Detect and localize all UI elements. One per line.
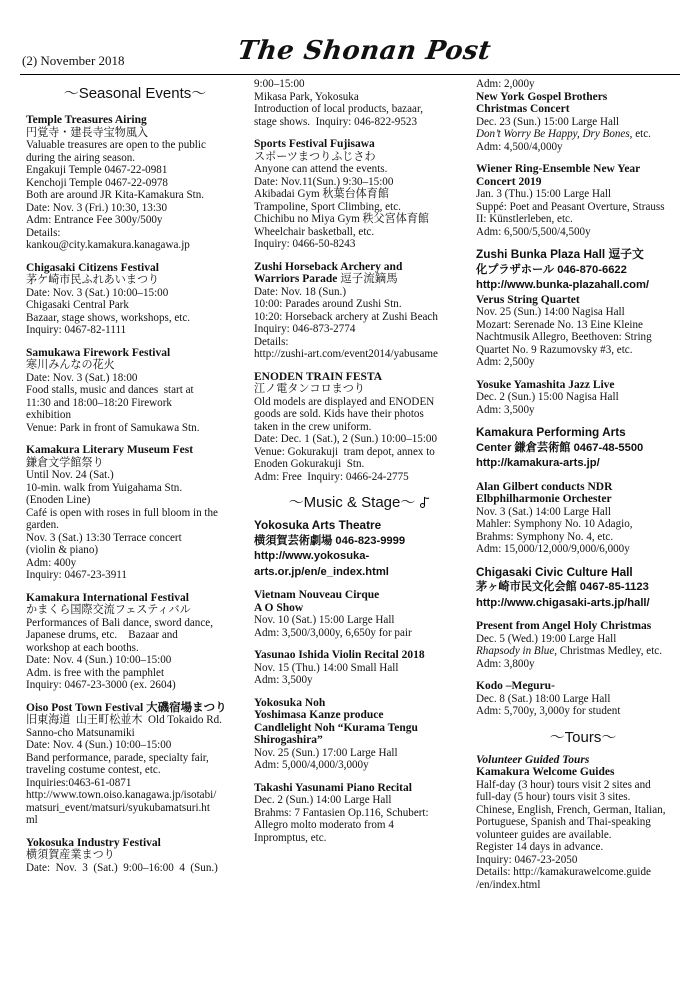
event-detail-line: http://www.town.oiso.kanagawa.jp/isotabi/	[26, 789, 217, 801]
column-3	[476, 78, 690, 901]
event-block	[26, 114, 244, 252]
event-detail-line: (violin & piano)	[26, 544, 99, 556]
event-detail-line: Dec. 5 (Wed.) 19:00 Large Hall	[476, 632, 617, 645]
event-detail-line: (Enoden Line)	[26, 494, 91, 506]
event-title: Kamakura Literary Museum Fest	[26, 444, 194, 456]
event-detail-line: exhibition	[26, 409, 71, 421]
event-detail-line: Performances of Bali dance, sword dance,	[26, 616, 213, 629]
event-detail-line: 旧東海道 山王町松並木 Old Tokaido Rd.	[26, 714, 222, 726]
event-detail-line: Bazaar, stage shows, workshops, etc.	[26, 311, 191, 324]
issue-date: (2) November 2018	[22, 53, 125, 68]
event-detail-line: Dec. 23 (Sun.) 15:00 Large Hall	[476, 115, 620, 128]
venue-contact: http://www.chigasaki-arts.jp/hall/	[476, 596, 650, 609]
event-detail-line: /en/index.html	[476, 878, 541, 891]
event-detail-line: goods are sold. Kids have their photos	[254, 408, 424, 420]
event-block	[476, 163, 690, 238]
continued-block	[476, 78, 690, 91]
event-block	[476, 481, 690, 556]
event-detail-line: taken in the crew uniform.	[254, 420, 372, 433]
event-detail-line: Nov. 25 (Sun.) 14:00 Nagisa Hall	[476, 306, 625, 318]
event-detail-line: Date: Nov. 3 (Sat.) 18:00	[26, 371, 138, 384]
event-detail-line: Date: Dec. 1 (Sat.), 2 (Sun.) 10:00–15:00	[254, 433, 438, 445]
event-detail-line: 9:00–15:00	[254, 78, 305, 90]
event-title: Warriors Parade 逗子流鏑馬	[254, 273, 398, 285]
event-detail-line: Wheelchair basketball, etc.	[254, 225, 375, 238]
event-detail-line: Old models are displayed and ENODEN	[254, 395, 435, 408]
event-detail-line: Kenchoji Temple 0467-22-0978	[26, 176, 168, 189]
event-detail-line: Trampoline, Sport Climbing, etc.	[254, 200, 401, 213]
event-detail-line: Until Nov. 24 (Sat.)	[26, 469, 114, 481]
event-detail-line: Sanno-cho Matsunamiki	[26, 726, 135, 739]
event-detail-line: Inpromptus, etc.	[254, 831, 327, 844]
event-detail-line: Date: Nov. 4 (Sun.) 10:00–15:00	[26, 739, 172, 751]
event-detail-line: Date: Nov. 3 (Fri.) 10:30, 13:30	[26, 201, 168, 214]
event-title-jp: 逗子流鏑馬	[337, 273, 398, 285]
venue-contact: 茅ヶ崎市民文化会館 0467-85-1123	[476, 581, 649, 593]
venue-block	[476, 426, 690, 471]
event-title: ENODEN TRAIN FESTA	[254, 370, 383, 383]
event-title-jp: 大磯宿場まつり	[143, 701, 227, 714]
event-detail-line: Akibadai Gym 秋葉台体育館	[254, 188, 389, 200]
event-detail-line: Date: Nov. 4 (Sun.) 10:00–15:00	[26, 654, 172, 666]
event-detail-line: kankou@city.kamakura.kanagawa.jp	[26, 239, 190, 251]
venue-contact: 化プラザホール 046-870-6622	[476, 263, 627, 276]
event-detail-line: Venue: Gokurakuji tram depot, annex to	[254, 445, 435, 458]
event-program-italic: Don’t Worry Be Happy, Dry Bones,	[476, 128, 633, 140]
event-title: Zushi Horseback Archery and	[254, 260, 403, 273]
event-block	[476, 379, 690, 417]
section-tours: 〜Tours〜	[549, 728, 617, 746]
event-detail-line: 茅ケ崎市民ふれあいまつり	[26, 274, 160, 286]
event-detail-line: http://zushi-art.com/event2014/yabusame	[254, 348, 438, 360]
event-detail-line: Mahler: Symphony No. 10 Adagio,	[476, 518, 633, 530]
event-title: Yokosuka Noh	[254, 696, 326, 709]
event-detail-line: Food stalls, music and dances start at	[26, 384, 194, 396]
event-detail-line: Brahms: 7 Fantasien Op.116, Schubert:	[254, 806, 429, 819]
event-detail-line: Inquiry: 0467-23-3911	[26, 569, 127, 581]
event-detail-line: Dec. 2 (Sun.) 14:00 Large Hall	[254, 794, 392, 806]
event-detail-line: 寒川みんなの花火	[26, 359, 115, 371]
event-detail-line: Adm: 2,500y	[476, 356, 535, 368]
venue-contact: arts.or.jp/en/e_index.html	[254, 565, 389, 578]
event-detail-line: 10-min. walk from Yuigahama Stn.	[26, 481, 183, 494]
event-detail-line: Mozart: Serenade No. 13 Eine Kleine	[476, 318, 643, 331]
event-detail-line: Café is open with roses in full bloom in the	[26, 506, 218, 519]
event-detail-line: full-day (5 hour) tours visit 3 sites.	[476, 791, 631, 803]
event-detail-line: Introduction of local products, bazaar,	[254, 103, 423, 115]
event-detail-line: Adm: 15,000/12,000/9,000/6,000y	[476, 543, 630, 555]
section-music-stage: 〜Music & Stage〜	[254, 493, 466, 513]
event-detail-line: Register 14 days in advance.	[476, 841, 604, 853]
event-detail-line: Inquiry: 046-873-2774	[254, 323, 356, 335]
event-title: Shirogashira”	[254, 734, 323, 746]
section-seasonal-events: 〜Seasonal Events〜	[63, 85, 207, 102]
event-detail-line: Adm: 3,500/3,000y, 6,650y for pair	[254, 626, 412, 639]
event-block	[26, 837, 244, 875]
event-block	[26, 444, 244, 582]
column-1	[26, 78, 244, 884]
venue-contact: http://www.yokosuka-	[254, 550, 370, 562]
event-detail-line: Nov. 15 (Thu.) 14:00 Small Hall	[254, 661, 399, 674]
event-title: Elbphilharmonie Orchester	[476, 493, 612, 505]
event-detail-line: Nov. 25 (Sun.) 17:00 Large Hall	[254, 746, 398, 759]
event-detail-line: 10:20: Horseback archery at Zushi Beach	[254, 310, 438, 323]
event-detail-line: Chinese, English, French, German, Italian,	[476, 803, 666, 816]
event-detail-line: Chigasaki Central Park	[26, 299, 129, 311]
event-detail-line: Adm: 5,700y, 3,000y for student	[476, 705, 621, 717]
event-title: Christmas Concert	[476, 103, 570, 115]
continued-block	[254, 78, 466, 128]
event-detail-line: Adm: 5,000/4,000/3,000y	[254, 759, 369, 771]
event-detail-line: Dec. 2 (Sun.) 15:00 Nagisa Hall	[476, 391, 619, 403]
event-detail-line: Nov. 3 (Sat.) 13:30 Terrace concert	[26, 531, 182, 544]
event-block	[254, 649, 466, 687]
event-title: A O Show	[254, 601, 304, 614]
event-detail-line: ml	[26, 814, 38, 826]
event-detail-line: matsuri_event/matsuri/syukubamatsuri.ht	[26, 801, 210, 814]
event-title: Kamakura Welcome Guides	[476, 766, 615, 778]
event-program-tail: Christmas Medley, etc.	[557, 645, 662, 657]
column-2	[254, 78, 466, 854]
event-title: Kamakura International Festival	[26, 591, 189, 604]
venue-contact: http://kamakura-arts.jp/	[476, 457, 600, 469]
event-block	[26, 702, 244, 827]
event-detail-line: Brahms: Symphony No. 4, etc.	[476, 530, 614, 543]
event-detail-line: Portuguese, Spanish and Thai-speaking	[476, 816, 651, 828]
event-block	[254, 589, 466, 639]
event-detail-line: Valuable treasures are open to the public	[26, 139, 206, 151]
event-detail-line: Suppé: Poet and Peasant Overture, Strauss	[476, 200, 665, 213]
event-program-tail: etc.	[632, 128, 651, 140]
event-detail-line: Anyone can attend the events.	[254, 163, 388, 175]
event-title: New York Gospel Brothers	[476, 90, 608, 103]
venue-contact: Center 鎌倉芸術館 0467-48-5500	[476, 441, 644, 454]
event-detail-line: traveling costume contest, etc.	[26, 764, 161, 776]
event-detail-line: Date: Nov. 3 (Sat.) 9:00–16:00 4 (Sun.)	[26, 861, 218, 874]
event-title: Chigasaki Citizens Festival	[26, 261, 159, 274]
event-detail-line: かまくら国際交流フェスティバル	[26, 604, 191, 616]
event-detail-line: Adm: 2,000y	[476, 78, 535, 90]
event-title: Yosuke Yamashita Jazz Live	[476, 378, 615, 391]
event-block	[476, 91, 690, 154]
event-detail-line: Both are around JR Kita-Kamakura Stn.	[26, 189, 205, 201]
event-detail-line: Details: http://kamakurawelcome.guide	[476, 866, 651, 878]
event-detail-line: Details:	[254, 335, 289, 348]
event-detail-line: Enoden Gokurakuji Stn.	[254, 458, 365, 470]
event-block	[476, 620, 690, 670]
event-detail-line: Inquiries:0463-61-0871	[26, 776, 132, 789]
event-block	[254, 261, 466, 361]
event-title: Candlelight Noh “Kurama Tengu	[254, 721, 418, 734]
venue-block	[476, 248, 690, 369]
event-detail-line: Details:	[26, 226, 61, 239]
event-detail-line: Dec. 8 (Sat.) 18:00 Large Hall	[476, 692, 611, 705]
event-detail-line: Allegro molto moderato from 4	[254, 819, 394, 831]
event-detail-line: Adm. is free with the pamphlet	[26, 666, 165, 679]
event-detail-line: Adm: 3,800y	[476, 657, 535, 670]
event-detail-line: Date: Nov.11(Sun.) 9:30–15:00	[254, 175, 394, 188]
event-block	[254, 138, 466, 251]
venue-name: Yokosuka Arts Theatre	[254, 518, 382, 532]
venue-contact: 横須賀芸術劇場 046-823-9999	[254, 534, 406, 547]
event-title: Yasunao Ishida Violin Recital 2018	[254, 649, 425, 661]
event-block	[26, 262, 244, 337]
event-detail-line: Inquiry: 0466-50-8243	[254, 238, 356, 250]
event-detail-line: Engakuji Temple 0467-22-0981	[26, 164, 168, 176]
event-title: Sports Festival Fujisawa	[254, 138, 375, 150]
header-rule	[20, 74, 680, 75]
event-detail-line: during the airing season.	[26, 151, 136, 164]
event-detail-line: garden.	[26, 519, 59, 531]
masthead: The Shonan Post	[235, 36, 494, 66]
event-detail-line: Adm: 6,500/5,500/4,500y	[476, 225, 591, 238]
event-title: Concert 2019	[476, 175, 542, 188]
event-title: Volunteer Guided Tours	[476, 753, 590, 766]
event-detail-line: Adm: 3,500y	[254, 674, 313, 686]
event-detail-line: Inquiry: 0467-23-2050	[476, 853, 578, 866]
event-detail-line: Venue: Park in front of Samukawa Stn.	[26, 421, 200, 434]
event-block	[254, 371, 466, 484]
venue-name: Kamakura Performing Arts	[476, 425, 626, 439]
event-title: Vietnam Nouveau Cirque	[254, 589, 380, 601]
venue-name: Chigasaki Civic Culture Hall	[476, 564, 633, 579]
event-detail-line: Nov. 3 (Sat.) 14:00 Large Hall	[476, 505, 611, 518]
event-detail-line: Adm: Free Inquiry: 0466-24-2775	[254, 470, 409, 483]
event-title: Oiso Post Town Festival 大磯宿場まつり	[26, 701, 227, 714]
event-detail-line: 鎌倉文学館祭り	[26, 456, 104, 469]
music-note-icon	[419, 496, 431, 508]
event-block	[476, 680, 690, 718]
event-title: Temple Treasures Airing	[26, 114, 147, 126]
event-detail-line: Nachtmusik Allegro, Beethoven: String	[476, 331, 652, 343]
event-title: Verus String Quartet	[476, 293, 580, 306]
event-detail-line: Mikasa Park, Yokosuka	[254, 90, 359, 103]
event-detail-line: Band performance, parade, specialty fair,	[26, 751, 209, 764]
event-detail-line: スポーツまつりふじさわ	[254, 150, 376, 163]
event-detail-line: volunteer guides are available.	[476, 828, 612, 841]
event-detail-line: workshop at each booths.	[26, 641, 139, 654]
event-program-italic: Rhapsody in Blue,	[476, 645, 558, 657]
event-detail-line: stage shows. Inquiry: 046-822-9523	[254, 115, 417, 128]
event-title: Yoshimasa Kanze produce	[254, 709, 384, 721]
event-title: Yokosuka Industry Festival	[26, 836, 161, 849]
event-title: Present from Angel Holy Christmas	[476, 620, 652, 632]
event-detail-line: Adm: 3,500y	[476, 403, 535, 416]
event-detail-line: Half-day (3 hour) tours visit 2 sites and	[476, 778, 651, 791]
event-detail-line: Japanese drums, etc. Bazaar and	[26, 629, 178, 641]
event-detail-line: Date: Nov. 18 (Sun.)	[254, 285, 347, 298]
event-detail-line: 10:00: Parades around Zushi Stn.	[254, 298, 402, 310]
event-detail-line: 横須賀産業まつり	[26, 849, 115, 861]
event-detail-line	[476, 128, 690, 141]
event-title: Alan Gilbert conducts NDR	[476, 480, 613, 493]
venue-block	[476, 566, 690, 611]
event-detail-line: 江ノ電タンコロまつり	[254, 383, 365, 395]
venue-name: Zushi Bunka Plaza Hall 逗子文	[476, 247, 644, 261]
event-detail-line: 円覚寺・建長寺宝物風入	[26, 126, 149, 139]
event-detail-line: Chichibu no Miya Gym 秩父宮体育館	[254, 213, 430, 225]
event-detail-line: Adm: 400y	[26, 556, 77, 569]
venue-contact: http://www.bunka-plazahall.com/	[476, 279, 650, 291]
event-detail-line: 11:30 and 18:00–18:20 Firework	[26, 396, 172, 409]
event-block	[254, 782, 466, 845]
event-block	[254, 697, 466, 772]
event-title: Kodo –Meguru-	[476, 680, 555, 692]
event-title: Wiener Ring-Ensemble New Year	[476, 163, 641, 175]
event-detail-line: Inquiry: 0467-82-1111	[26, 324, 127, 336]
event-detail-line: Jan. 3 (Thu.) 15:00 Large Hall	[476, 188, 612, 200]
event-detail-line: Quartet No. 9 Razumovsky #3, etc.	[476, 343, 633, 356]
event-detail-line: Date: Nov. 3 (Sat.) 10:00–15:00	[26, 286, 169, 299]
event-block	[26, 592, 244, 692]
event-title: Samukawa Firework Festival	[26, 346, 171, 359]
venue-block	[254, 519, 466, 579]
event-detail-line: Inquiry: 0467-23-3000 (ex. 2604)	[26, 679, 176, 691]
event-detail-line: II: Künstlerleben, etc.	[476, 213, 573, 225]
event-detail-line: Adm: Entrance Fee 300y/500y	[26, 214, 163, 226]
event-detail-line	[476, 645, 690, 658]
event-block	[26, 347, 244, 435]
event-block	[476, 754, 690, 892]
event-title: Takashi Yasunami Piano Recital	[254, 781, 412, 794]
event-detail-line: Adm: 4,500/4,000y	[476, 140, 563, 153]
event-detail-line: Nov. 10 (Sat.) 15:00 Large Hall	[254, 614, 395, 626]
